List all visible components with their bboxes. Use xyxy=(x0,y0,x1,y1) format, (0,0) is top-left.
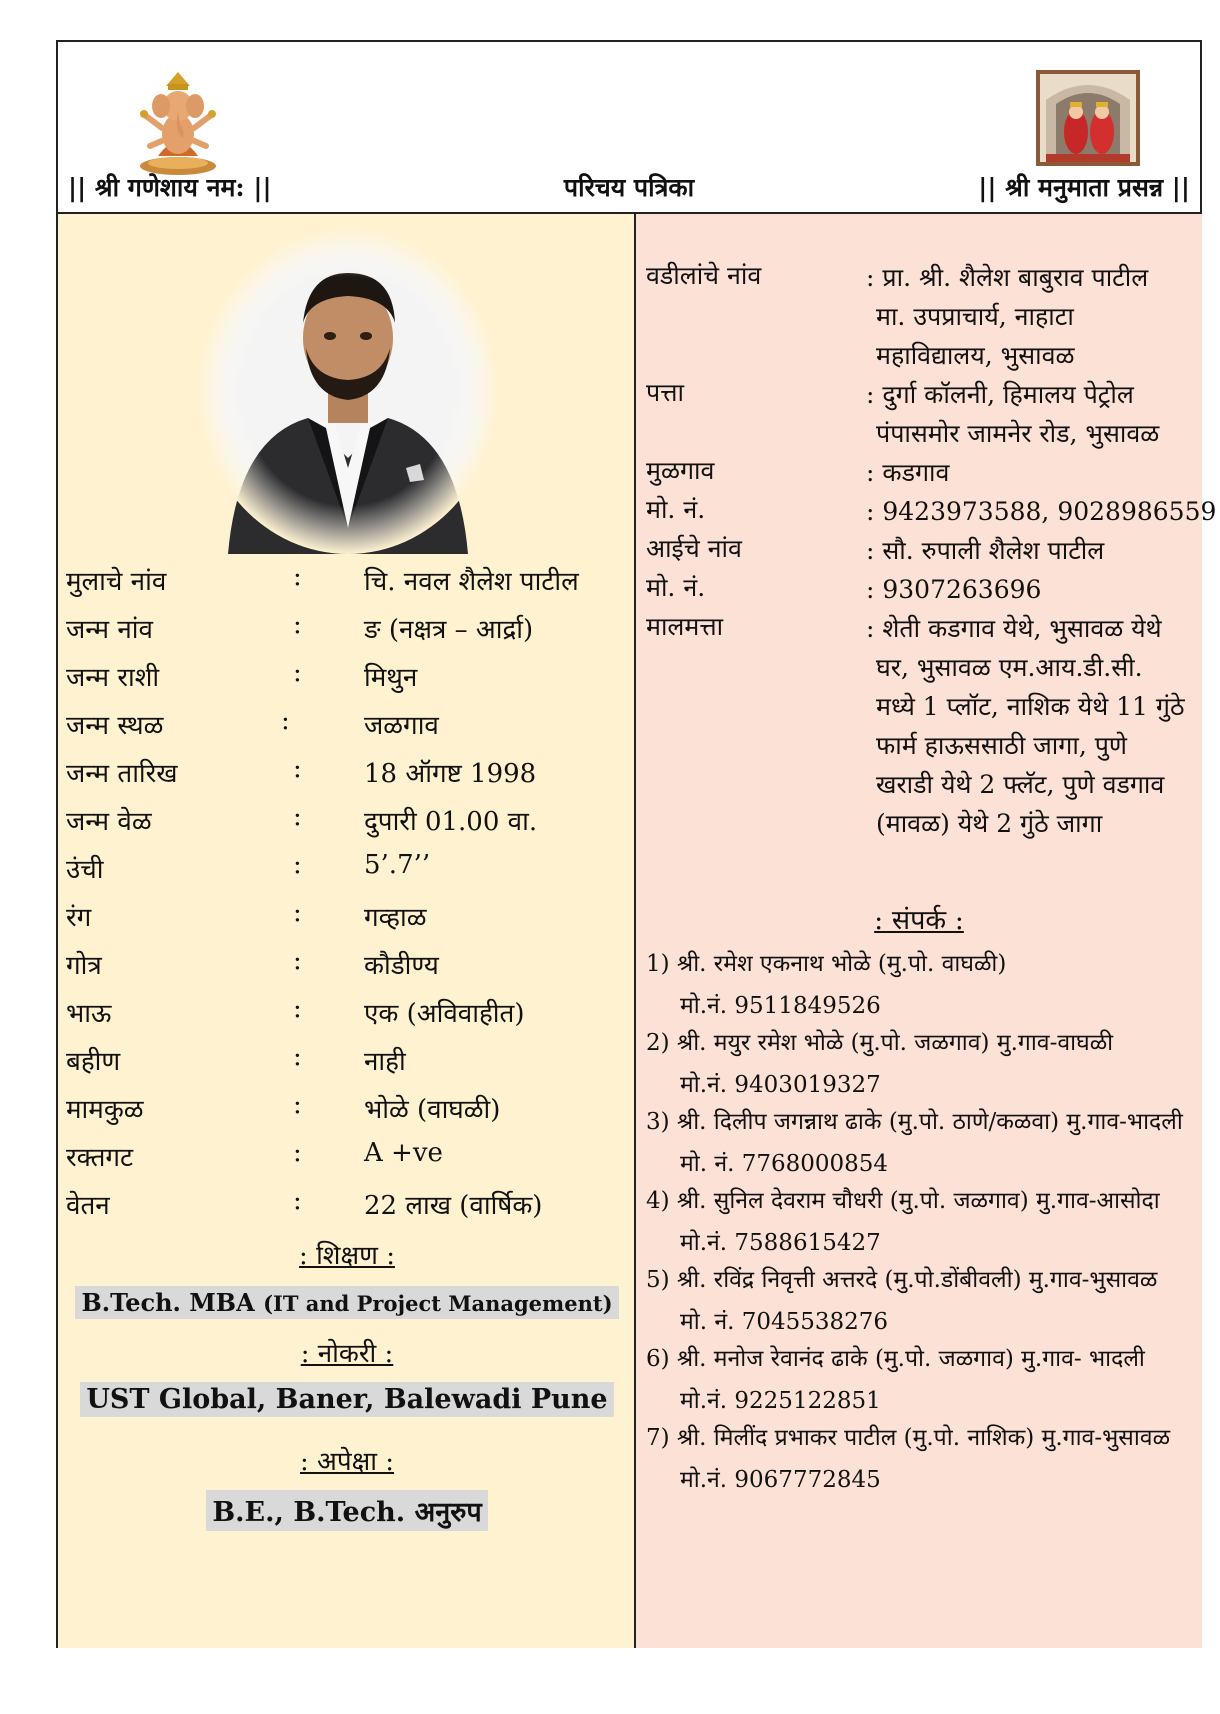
detail-separator: : xyxy=(293,1042,302,1072)
detail-label: जन्म तारिख xyxy=(66,759,178,789)
education-row xyxy=(58,1286,636,1319)
header-right-invocation: || श्री मनुमाता प्रसन्न || xyxy=(978,173,1190,202)
detail-value: नाही xyxy=(364,1047,406,1077)
detail-separator: : xyxy=(281,706,290,736)
family-value-line: पंपासमोर जामनेर रोड, भुसावळ xyxy=(876,419,1160,448)
job-heading: : नोकरी : xyxy=(300,1339,394,1369)
education-heading: : शिक्षण : xyxy=(299,1241,395,1271)
job-value: UST Global, Baner, Balewadi Pune xyxy=(80,1382,613,1417)
portrait-photo xyxy=(198,228,498,554)
detail-label: उंची xyxy=(66,855,104,885)
detail-label: जन्म नांव xyxy=(66,615,153,645)
detail-label: रंग xyxy=(66,903,92,933)
contact-phone: मो.नं. 9511849526 xyxy=(680,993,881,1019)
family-value-line: महाविद्यालय, भुसावळ xyxy=(876,341,1075,370)
family-value-line: : प्रा. श्री. शैलेश बाबुराव पाटील xyxy=(866,263,1149,292)
contact-name: 7) श्री. मिलींद प्रभाकर पाटील (मु.पो. नाशिक) मु.गाव-भुसावळ xyxy=(646,1425,1171,1451)
family-value xyxy=(866,453,949,492)
detail-separator: : xyxy=(293,658,302,688)
contact-item xyxy=(646,1420,1171,1493)
contact-item xyxy=(646,1104,1183,1177)
detail-value: गव्हाळ xyxy=(364,903,427,933)
detail-value: 22 लाख (वार्षिक) xyxy=(364,1191,543,1221)
family-value xyxy=(866,375,1159,453)
detail-value: A +ve xyxy=(364,1138,443,1168)
detail-label: रक्तगट xyxy=(66,1143,134,1173)
contact-item xyxy=(646,1183,1160,1256)
header xyxy=(58,42,1200,214)
biodata-card xyxy=(56,40,1217,1648)
contact-name: 1) श्री. रमेश एकनाथ भोळे (मु.पो. वाघळी) xyxy=(646,951,1007,977)
family-details-column xyxy=(636,214,1217,1648)
detail-separator: : xyxy=(293,850,302,880)
detail-label: भाऊ xyxy=(66,999,112,1029)
detail-label: जन्म राशी xyxy=(66,663,160,693)
detail-separator: : xyxy=(293,994,302,1024)
detail-value: मिथुन xyxy=(364,663,418,693)
detail-separator: : xyxy=(293,1138,302,1168)
contact-phone: मो. नं. 7045538276 xyxy=(680,1309,889,1335)
detail-value: एक (अविवाहीत) xyxy=(364,999,525,1029)
detail-separator: : xyxy=(293,562,302,592)
contacts-heading: : संपर्क : xyxy=(874,905,964,936)
contact-name: 6) श्री. मनोज रेवानंद ढाके (मु.पो. जळगाव) मु.गाव- भादली xyxy=(646,1346,1145,1372)
family-label: मालमत्ता xyxy=(646,612,724,641)
family-value xyxy=(866,492,1216,531)
family-value-line: (मावळ) येथे 2 गुंठे जागा xyxy=(876,809,1103,838)
contact-item xyxy=(646,946,1007,1019)
education-degree: B.Tech. MBA xyxy=(81,1288,255,1317)
contact-item xyxy=(646,1341,1145,1414)
family-value-line: : 9307263696 xyxy=(866,575,1042,604)
contact-item xyxy=(646,1025,1114,1098)
family-label: वडीलांचे नांव xyxy=(646,261,762,290)
job-row xyxy=(58,1382,636,1417)
family-value-line: : 9423973588, 9028986559 xyxy=(866,497,1217,526)
detail-separator: : xyxy=(293,754,302,784)
education-value xyxy=(75,1286,618,1319)
family-value-line: फार्म हाऊससाठी जागा, पुणे xyxy=(876,731,1127,760)
detail-separator: : xyxy=(293,1186,302,1216)
detail-separator: : xyxy=(293,898,302,928)
contact-name: 4) श्री. सुनिल देवराम चौधरी (मु.पो. जळगाव) मु.गाव-आसोदा xyxy=(646,1188,1160,1214)
expectation-heading: : अपेक्षा : xyxy=(299,1447,395,1477)
family-value xyxy=(866,531,1104,570)
expectation-row xyxy=(58,1490,636,1531)
detail-separator: : xyxy=(293,946,302,976)
family-label: मुळगाव xyxy=(646,456,715,485)
contact-phone: मो.नं. 9403019327 xyxy=(680,1072,881,1098)
header-left-invocation: || श्री गणेशाय नम: || xyxy=(68,173,272,202)
detail-separator: : xyxy=(293,610,302,640)
personal-details-column xyxy=(58,214,636,1648)
detail-label: जन्म वेळ xyxy=(66,807,152,837)
detail-label: जन्म स्थळ xyxy=(66,711,164,741)
education-specialization: (IT and Project Management) xyxy=(263,1291,613,1316)
family-value-line: : कडगाव xyxy=(866,458,950,487)
detail-separator: : xyxy=(293,1090,302,1120)
family-label: पत्ता xyxy=(646,378,684,407)
family-value-line: मध्ये 1 प्लॉट, नाशिक येथे 11 गुंठे xyxy=(876,692,1185,721)
family-label: मो. नं. xyxy=(646,573,706,602)
contact-name: 5) श्री. रविंद्र निवृत्ती अत्तरदे (मु.पो.डोंबीवली) मु.गाव-भुसावळ xyxy=(646,1267,1158,1293)
contact-name: 2) श्री. मयुर रमेश भोळे (मु.पो. जळगाव) मु.गाव-वाघळी xyxy=(646,1030,1114,1056)
family-value-line: खराडी येथे 2 फ्लॅट, पुणे वडगाव xyxy=(876,770,1165,799)
contact-name: 3) श्री. दिलीप जगन्नाथ ढाके (मु.पो. ठाणे/कळवा) मु.गाव-भादली xyxy=(646,1109,1183,1135)
contact-phone: मो.नं. 9067772845 xyxy=(680,1467,881,1493)
goddess-temple-icon xyxy=(1036,70,1140,166)
detail-value: कौडीण्य xyxy=(364,951,439,981)
detail-value: 5’.7’’ xyxy=(364,850,431,880)
family-value-line: घर, भुसावळ एम.आय.डी.सी. xyxy=(876,653,1143,682)
expectation-value: B.E., B.Tech. अनुरुप xyxy=(206,1490,487,1531)
family-value xyxy=(866,609,1184,843)
detail-label: वेतन xyxy=(66,1191,110,1221)
contact-item xyxy=(646,1262,1158,1335)
detail-value: ङ (नक्षत्र – आर्द्रा) xyxy=(364,615,534,645)
detail-label: बहीण xyxy=(66,1047,121,1077)
family-value-line: : शेती कडगाव येथे, भुसावळ येथे xyxy=(866,614,1162,643)
header-title: परिचय पत्रिका xyxy=(563,173,695,202)
detail-value: चि. नवल शैलेश पाटील xyxy=(364,567,579,597)
detail-label: मुलाचे नांव xyxy=(66,567,167,597)
contact-phone: मो.नं. 7588615427 xyxy=(680,1230,881,1256)
detail-value: भोळे (वाघळी) xyxy=(364,1095,501,1125)
family-value xyxy=(866,570,1041,609)
contact-phone: मो. नं. 7768000854 xyxy=(680,1151,889,1177)
detail-separator: : xyxy=(293,802,302,832)
family-label: आईचे नांव xyxy=(646,534,742,563)
detail-label: गोत्र xyxy=(66,951,102,981)
detail-value: दुपारी 01.00 वा. xyxy=(364,807,538,837)
contact-phone: मो.नं. 9225122851 xyxy=(680,1388,881,1414)
family-value-line: : सौ. रुपाली शैलेश पाटील xyxy=(866,536,1105,565)
family-value-line: मा. उपप्राचार्य, नाहाटा xyxy=(876,302,1074,331)
detail-value: 18 ऑगष्ट 1998 xyxy=(364,759,537,789)
family-label: मो. नं. xyxy=(646,495,706,524)
detail-label: मामकुळ xyxy=(66,1095,144,1125)
family-value xyxy=(866,258,1148,375)
detail-value: जळगाव xyxy=(364,711,439,741)
family-value-line: : दुर्गा कॉलनी, हिमालय पेट्रोल xyxy=(866,380,1134,409)
ganesha-icon xyxy=(128,68,228,178)
